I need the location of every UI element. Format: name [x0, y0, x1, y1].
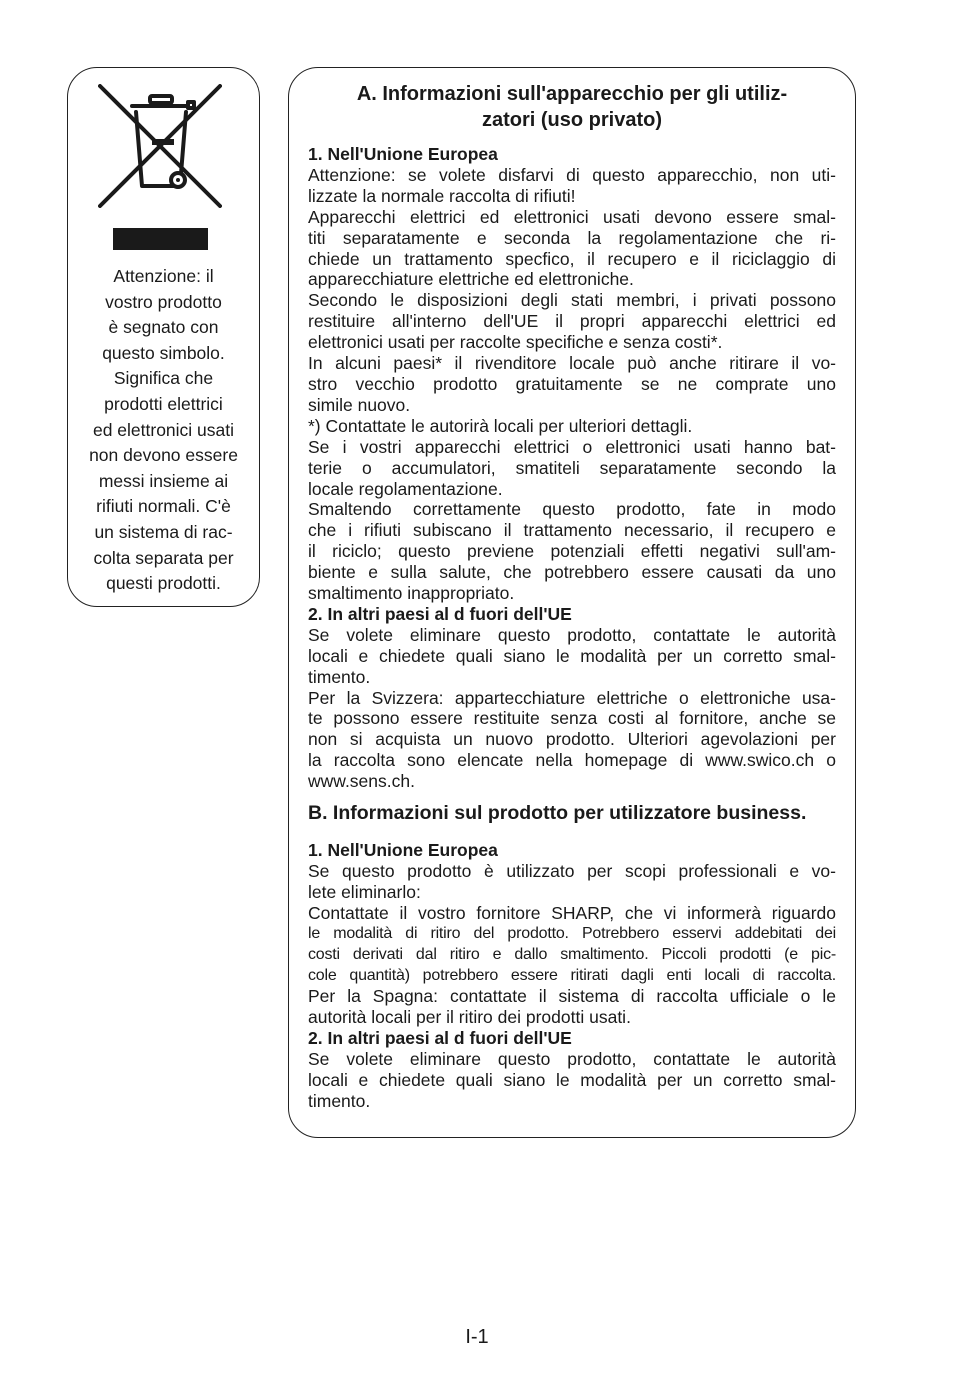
text-line: stro vecchio prodotto gratuitamente se ne comprate uno [308, 373, 836, 394]
text-line: lizzate la normale raccolta di rifiuti! [308, 185, 576, 206]
text-line: Se questo prodotto è utilizzato per scopi professionali e vo- [308, 861, 836, 881]
text-line: titi separatamente e seconda la regolamentazione che ri- [308, 227, 836, 248]
text-line: lete eliminarlo: [308, 881, 421, 902]
text-line: elettronici usati per raccolte specifiche e senza costi*. [308, 332, 723, 353]
text-line: la raccolta sono elencate nella homepage di www.swico.ch o [308, 750, 836, 771]
text-line: Per la Svizzera: appartecchiature elettriche o elettroniche usa- [308, 687, 836, 708]
section-a-eu-text [308, 165, 836, 604]
text-line: te possono essere restituite senza costi al fornitore, anche se [308, 708, 836, 729]
text-line: Per la Spagna: contattate il sistema di raccolta ufficiale o le [308, 986, 836, 1007]
separator-bar [113, 228, 208, 250]
sidebar-line: Significa che [113, 368, 214, 389]
text-line: www.sens.ch. [308, 771, 415, 792]
section-a-other-heading: 2. In altri paesi al d fuori dell'UE [308, 603, 572, 624]
text-line: locali e chiedete quali siano le modalità per un corretto smal- [308, 1070, 836, 1091]
weee-notice-box [67, 67, 260, 607]
section-b-other-text [308, 1049, 836, 1112]
section-b-other-heading: 2. In altri paesi al d fuori dell'UE [308, 1028, 572, 1049]
text-line: apparecchiature elettriche ed elettroniche. [308, 269, 634, 290]
sidebar-line: rifiuti normali. C'è [96, 496, 231, 517]
text-line: Se i vostri apparecchi elettrici o elettronici usati hanno bat- [308, 436, 836, 457]
text-line: simile nuovo. [308, 394, 411, 415]
text-line: che i rifiuti subiscano il trattamento necessario, il recupero e [308, 520, 836, 541]
text-line: non si acquista un nuovo prodotto. Ulteriori agevolazioni per [308, 729, 836, 750]
section-a-other-text [308, 625, 836, 792]
text-line: Se volete eliminare questo prodotto, contattate le autorità [308, 624, 836, 645]
text-line: biente e sulla salute, che potrebbero essere causati da uno [308, 562, 836, 583]
disposal-info-content [308, 81, 836, 1112]
text-line: locali e chiedete quali siano le modalità per un corretto smal- [308, 645, 836, 666]
section-b-title: B. Informazioni sul prodotto per utilizzatore business. [308, 802, 807, 825]
sidebar-notice-text [78, 264, 249, 597]
section-a-eu-heading: 1. Nell'Unione Europea [308, 144, 498, 164]
text-line: timento. [308, 666, 371, 687]
text-line: smaltimento inappropriato. [308, 583, 515, 604]
text-line: Se volete eliminare questo prodotto, contattate le autorità [308, 1049, 836, 1070]
sidebar-line: un sistema di rac- [94, 521, 233, 542]
section-b-eu-text [308, 861, 836, 1028]
text-line: cole quantità) potrebbero essere ritirati dagli enti locali di raccolta. [308, 966, 836, 984]
text-line: timento. [308, 1090, 371, 1111]
text-line: Attenzione: se volete disfarvi di questo apparecchio, non uti- [308, 164, 836, 185]
text-line: terie o accumulatori, smatiteli separatamente secondo la [308, 457, 836, 478]
section-a-title-line: A. Informazioni sull'apparecchio per gli utiliz- [356, 83, 788, 105]
text-line: Secondo le disposizioni degli stati membri, i privati possono [308, 290, 836, 311]
text-line: restituire all'interno dell'UE il propri apparecchi elettrici ed [308, 311, 836, 332]
sidebar-line: questo simbolo. [102, 342, 225, 363]
text-line: chiede un trattamento specfico, il recupero e il riciclaggio di [308, 248, 836, 269]
page-number: I-1 [465, 1326, 489, 1348]
sidebar-line: colta separata per [93, 547, 234, 568]
sidebar-line: Attenzione: il [113, 266, 214, 286]
text-line: il riciclo; questo previene potenziali effetti negativi sull'am- [308, 541, 836, 562]
text-line: *) Contattate le autorirà locali per ulteriori dettagli. [308, 415, 693, 436]
sidebar-line: messi insieme ai [98, 470, 229, 491]
text-line: Apparecchi elettrici ed elettronici usati devono essere smal- [308, 206, 836, 227]
sidebar-line: vostro prodotto [105, 291, 222, 312]
text-line: autorità locali per il ritiro dei prodotti usati. [308, 1007, 631, 1028]
section-a-title [308, 81, 836, 133]
sidebar-line: questi prodotti. [106, 573, 221, 594]
section-a-title-line: zatori (uso privato) [481, 109, 662, 131]
sidebar-line: è segnato con [108, 317, 219, 338]
disposal-info-box [288, 67, 856, 1138]
text-line: Smaltendo correttamente questo prodotto, fate in modo [308, 499, 836, 520]
sidebar-line: prodotti elettrici [104, 393, 223, 414]
sidebar-line: ed elettronici usati [92, 419, 235, 440]
text-line: In alcuni paesi* il rivenditore locale può anche ritirare il vo- [308, 353, 836, 374]
text-line: le modalità di ritiro del prodotto. Potrebbero esservi addebitati dei [308, 924, 836, 942]
text-line: locale regolamentazione. [308, 478, 503, 499]
crossed-out-wheeled-bin-icon [98, 84, 222, 208]
section-b-eu-heading: 1. Nell'Unione Europea [308, 840, 498, 861]
text-line: Contattate il vostro fornitore SHARP, che vi informerà riguardo [308, 902, 836, 923]
sidebar-line: non devono essere [89, 445, 238, 466]
text-line: costi derivati dal ritiro e dallo smaltimento. Piccoli prodotti (e pic- [308, 945, 836, 963]
